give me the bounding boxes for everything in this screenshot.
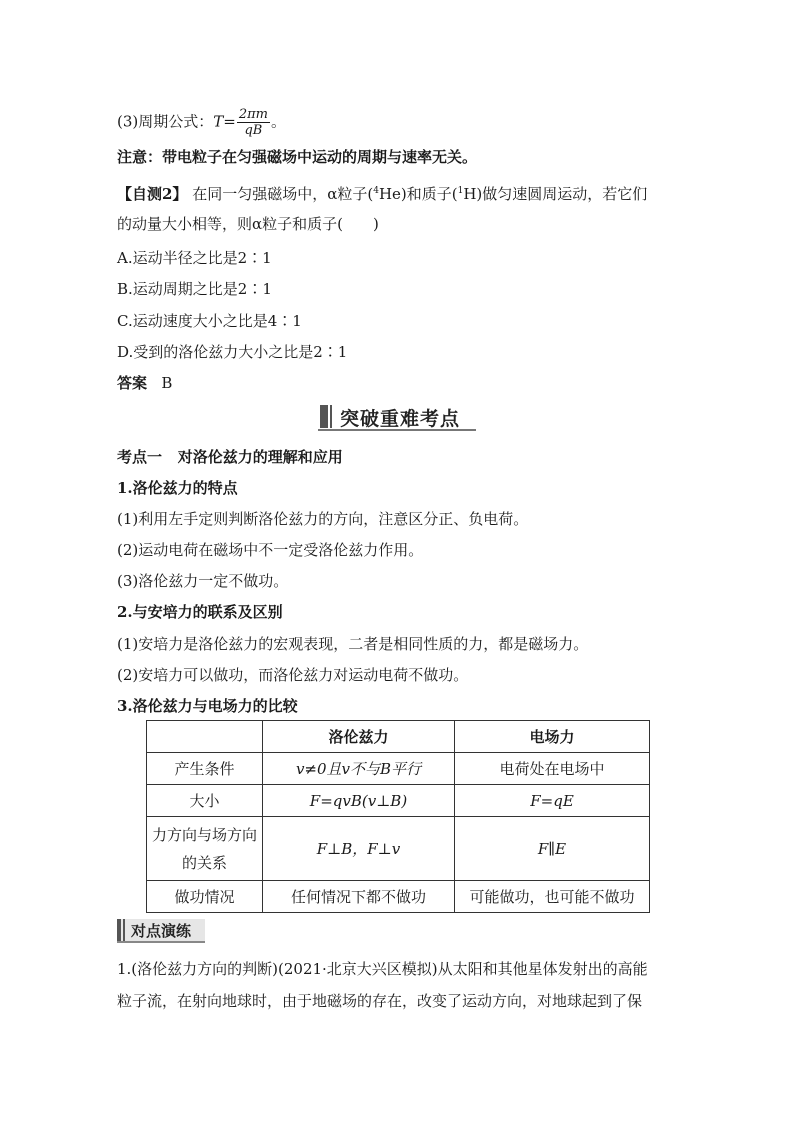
self-test-tag: 【自测2】 bbox=[117, 185, 188, 203]
point-1-2: (2)运动电荷在磁场中不一定受洛伦兹力作用。 bbox=[117, 541, 424, 559]
banner-thin-bar-icon bbox=[330, 405, 332, 428]
fraction-denominator: qB bbox=[244, 123, 263, 138]
table-cell: 力方向与场方向的关系 bbox=[147, 817, 263, 881]
table-cell: 产生条件 bbox=[147, 753, 263, 785]
table-row bbox=[147, 785, 650, 817]
table-cell: 做功情况 bbox=[147, 881, 263, 913]
table-cell: F⊥B，F⊥v bbox=[263, 817, 455, 881]
table-cell: F∥E bbox=[455, 817, 650, 881]
section-banner bbox=[318, 403, 476, 431]
table-cell: F=qvB(v⊥B) bbox=[263, 785, 455, 817]
point-heading-2: 2.与安培力的联系及区别 bbox=[117, 603, 283, 621]
table-header-cell: 洛伦兹力 bbox=[263, 721, 455, 753]
kaodian-heading bbox=[117, 447, 343, 467]
table-row bbox=[147, 881, 650, 913]
comparison-table bbox=[146, 720, 650, 913]
fraction-numerator: 2πm bbox=[238, 107, 268, 122]
period-prefix: (3)周期公式： bbox=[117, 112, 214, 131]
answer-label: 答案 bbox=[117, 374, 148, 392]
kaodian-label: 考点一 bbox=[117, 448, 163, 466]
point-heading-1: 1.洛伦兹力的特点 bbox=[117, 479, 238, 497]
table-header-row bbox=[147, 721, 650, 753]
answer-line bbox=[117, 373, 172, 393]
period-formula-line bbox=[117, 107, 286, 138]
table-header-cell bbox=[147, 721, 263, 753]
question-1-line-2: 粒子流，在射向地球时，由于地磁场的存在，改变了运动方向，对地球起到了保 bbox=[117, 992, 643, 1010]
point-1-3: (3)洛伦兹力一定不做功。 bbox=[117, 572, 289, 590]
self-test-line-2: 的动量大小相等，则α粒子和质子( ) bbox=[117, 215, 379, 233]
banner-bar-icon bbox=[320, 405, 328, 428]
option-b: B.运动周期之比是2∶1 bbox=[117, 280, 272, 298]
period-suffix: 。 bbox=[271, 112, 287, 131]
table-cell: 大小 bbox=[147, 785, 263, 817]
table-row bbox=[147, 817, 650, 881]
option-c: C.运动速度大小之比是4∶1 bbox=[117, 312, 302, 330]
table-cell: 电荷处在电场中 bbox=[455, 753, 650, 785]
period-fraction bbox=[237, 107, 270, 138]
point-2-1: (1)安培力是洛伦兹力的宏观表现，二者是相同性质的力，都是磁场力。 bbox=[117, 635, 589, 653]
period-equals: = bbox=[223, 112, 236, 131]
point-heading-3: 3.洛伦兹力与电场力的比较 bbox=[117, 697, 298, 715]
self-test-line-1: 【自测2】 在同一匀强磁场中，α粒子($^4$He)和质子($^1$H)做匀速圆周运动，若它们 bbox=[117, 185, 648, 203]
table-cell: F=qE bbox=[455, 785, 650, 817]
practice-thin-bar-icon bbox=[123, 919, 125, 941]
option-d: D.受到的洛伦兹力大小之比是2∶1 bbox=[117, 343, 348, 361]
point-1-1: (1)利用左手定则判断洛伦兹力的方向，注意区分正、负电荷。 bbox=[117, 510, 529, 528]
table-cell: v≠0且v不与B平行 bbox=[263, 753, 455, 785]
practice-banner bbox=[117, 919, 205, 943]
section-banner-title: 突破重难考点 bbox=[340, 408, 461, 430]
period-variable: T bbox=[213, 112, 224, 131]
question-1-line-1: 1.(洛伦兹力方向的判断)(2021·北京大兴区模拟)从太阳和其他星体发射出的高能 bbox=[117, 960, 648, 978]
table-row bbox=[147, 753, 650, 785]
point-2-2: (2)安培力可以做功，而洛伦兹力对运动电荷不做功。 bbox=[117, 666, 469, 684]
table-cell: 任何情况下都不做功 bbox=[263, 881, 455, 913]
kaodian-title: 对洛伦兹力的理解和应用 bbox=[177, 448, 343, 466]
practice-banner-title: 对点演练 bbox=[131, 922, 192, 940]
option-a: A.运动半径之比是2∶1 bbox=[117, 249, 272, 267]
practice-bar-icon bbox=[117, 919, 121, 941]
note-text: 注意：带电粒子在匀强磁场中运动的周期与速率无关。 bbox=[117, 148, 478, 166]
table-cell: 可能做功，也可能不做功 bbox=[455, 881, 650, 913]
table-header-cell: 电场力 bbox=[455, 721, 650, 753]
answer-value: B bbox=[161, 374, 173, 392]
